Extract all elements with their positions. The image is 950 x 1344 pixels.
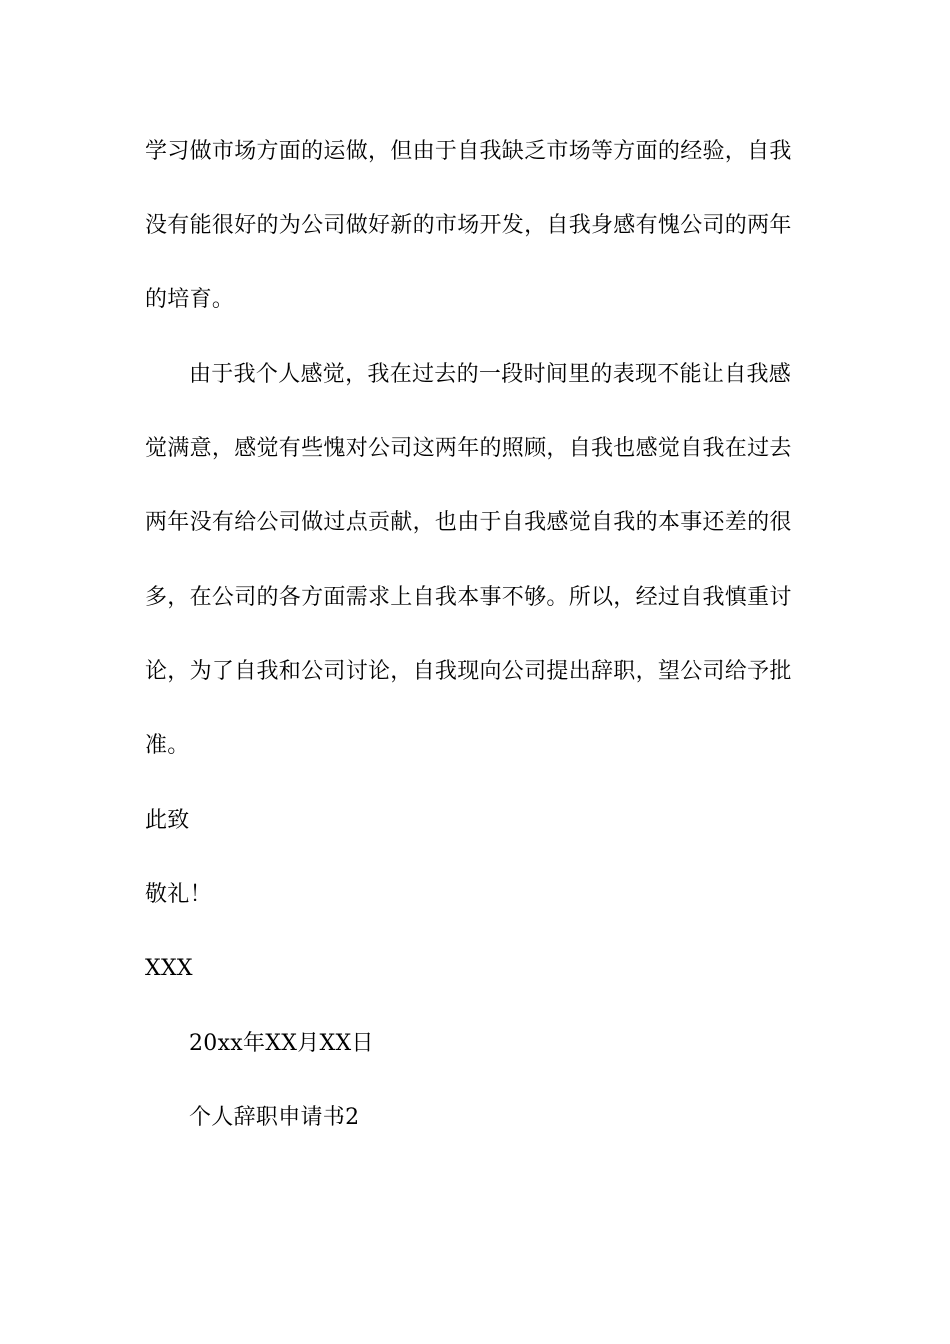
- paragraph-2-line-1: 由于我个人感觉，我在过去的一段时间里的表现不能让自我感: [189, 362, 792, 387]
- paragraph-2-line-3: 两年没有给公司做过点贡献，也由于自我感觉自我的本事还差的很: [145, 510, 792, 535]
- paragraph-2-line-5: 论，为了自我和公司讨论，自我现向公司提出辞职，望公司给予批: [145, 659, 792, 684]
- next-document-title: 个人辞职申请书2: [189, 1105, 360, 1130]
- paragraph-1-line-2: 没有能很好的为公司做好新的市场开发，自我身感有愧公司的两年: [145, 213, 792, 238]
- closing-regards: 敬礼！: [145, 882, 212, 907]
- paragraph-2-line-6: 准。: [145, 733, 190, 758]
- date: 20xx年XX月XX日: [189, 1031, 374, 1056]
- paragraph-2-line-4: 多，在公司的各方面需求上自我本事不够。所以，经过自我慎重讨: [145, 585, 792, 610]
- paragraph-1-line-3: 的培育。: [145, 287, 235, 312]
- paragraph-2-line-2: 觉满意，感觉有些愧对公司这两年的照顾，自我也感觉自我在过去: [145, 436, 792, 461]
- signature: XXX: [145, 956, 193, 981]
- closing-salutation: 此致: [145, 808, 190, 833]
- paragraph-1-line-1: 学习做市场方面的运做，但由于自我缺乏市场等方面的经验，自我: [145, 139, 792, 164]
